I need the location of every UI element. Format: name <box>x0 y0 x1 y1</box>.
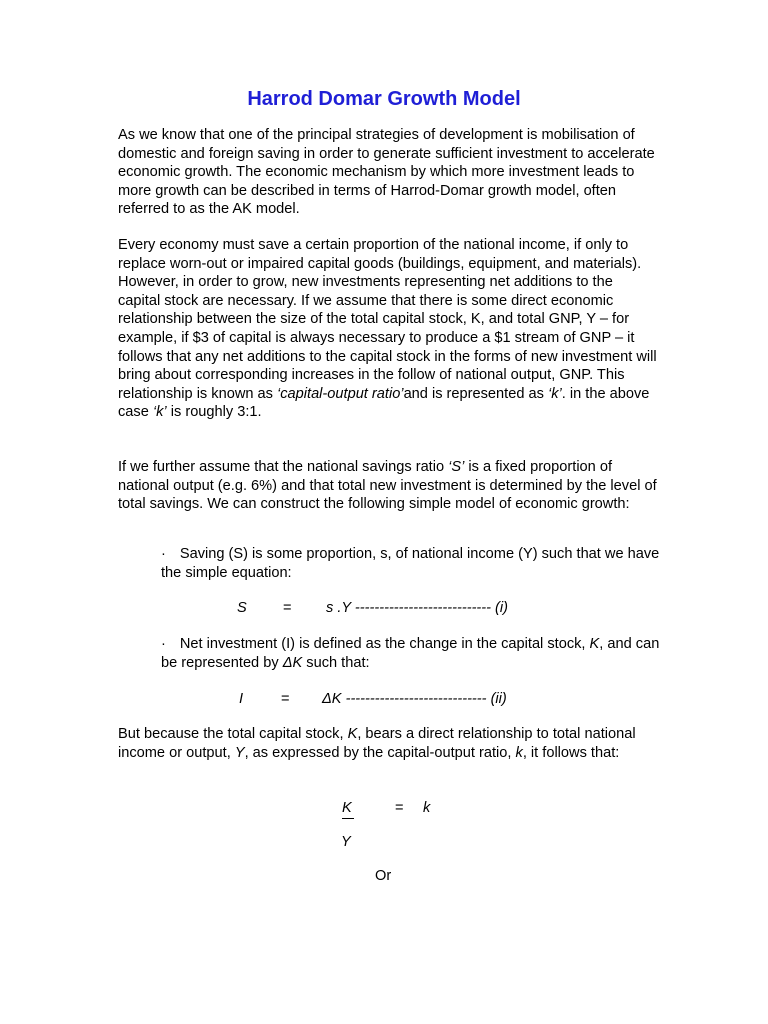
paragraph-2-end: is roughly 3:1. <box>166 404 262 421</box>
s-symbol: ‘S’ <box>448 459 465 475</box>
bullet-2-a: Net investment (I) is defined as the change in the capital stock, <box>179 636 590 652</box>
paragraph-4-a: But because the total capital stock, <box>118 726 348 742</box>
paragraph-4-c: , as expressed by the capital-output ratio, <box>244 744 516 761</box>
bullet-2-c: such that: <box>302 654 370 671</box>
paragraph-3-a: If we further assume that the national savings ratio <box>118 459 449 475</box>
paragraph-4-k: k <box>515 744 523 761</box>
capital-output-ratio-term: ‘capital-output ratio’ <box>277 385 404 402</box>
bullet-net-investment <box>161 635 661 672</box>
paragraph-4-Y: Y <box>234 744 245 761</box>
paragraph-2-mid: and is represented as <box>403 385 548 402</box>
fraction-rhs: k <box>423 800 431 816</box>
paragraph-savings-ratio <box>118 458 658 514</box>
bullet-2-k: K <box>589 636 600 652</box>
equation-2-rhs: ΔK ----------------------------- (ii) <box>322 691 507 707</box>
equation-2-lhs: I <box>239 691 244 707</box>
or-label: Or <box>375 868 392 884</box>
equation-1-lhs: S <box>237 600 247 616</box>
equation-1-rhs: s .Y ---------------------------- (i) <box>326 600 509 616</box>
paragraph-3-b: is a fixed proportion of national output (e.g. 6%) and that total new investment is determined by the level of total savings. We can construct the following simple model of economic growth: <box>118 459 657 513</box>
paragraph-4-b: , bears a direct relationship to total national income or output, <box>118 726 636 761</box>
page-title: Harrod Domar Growth Model <box>247 88 521 110</box>
paragraph-4-K: K <box>347 726 358 742</box>
paragraph-capital-output <box>118 236 658 422</box>
paragraph-4-d: , it follows that: <box>522 744 620 761</box>
paragraph-2-text: Every economy must save a certain proportion of the national income, if only to replace worn-out or impaired capital goods (buildings, equipment, and materials). However, in order to grow, new investments representing net additions to the capital stock are necessary. If we assume that there is some direct economic relationship between the size of the total capital stock, K, and total GNP, Y – for example, if $3 of capital is always necessary to produce a $1 stream of GNP – it follows that any net additions to the capital stock in the forms of new investment will bring about corresponding increases in the follow of national output, GNP. This relationship is known as <box>118 237 657 402</box>
bullet-2-dk: ΔK <box>282 654 303 671</box>
equation-2-equals: = <box>281 691 290 707</box>
paragraph-2-mid2: . in the above case <box>118 385 650 421</box>
bullet-dot: · <box>161 546 166 562</box>
bullet-1-text: Saving (S) is some proportion, s, of national income (Y) such that we have the simple equation: <box>161 546 660 581</box>
fraction-equals: = <box>395 800 404 816</box>
k-symbol-1: ‘k’ <box>547 385 562 402</box>
paragraph-capital-stock <box>118 725 658 762</box>
equation-1-equals: = <box>283 600 292 616</box>
fraction-denominator: Y <box>341 834 351 850</box>
bullet-saving <box>161 545 661 582</box>
k-symbol-2: ‘k’ <box>152 404 167 421</box>
fraction-numerator: K <box>342 799 354 819</box>
bullet-dot: · <box>161 636 166 652</box>
paragraph-intro: As we know that one of the principal strategies of development is mobilisation of domestic and foreign saving in order to generate sufficient investment to accelerate economic growth. The economic mechanism by which more investment leads to more growth can be described in terms of Harrod-Domar growth model, often referred to as the AK model. <box>118 127 655 218</box>
bullet-2-b: , and can be represented by <box>161 636 660 671</box>
